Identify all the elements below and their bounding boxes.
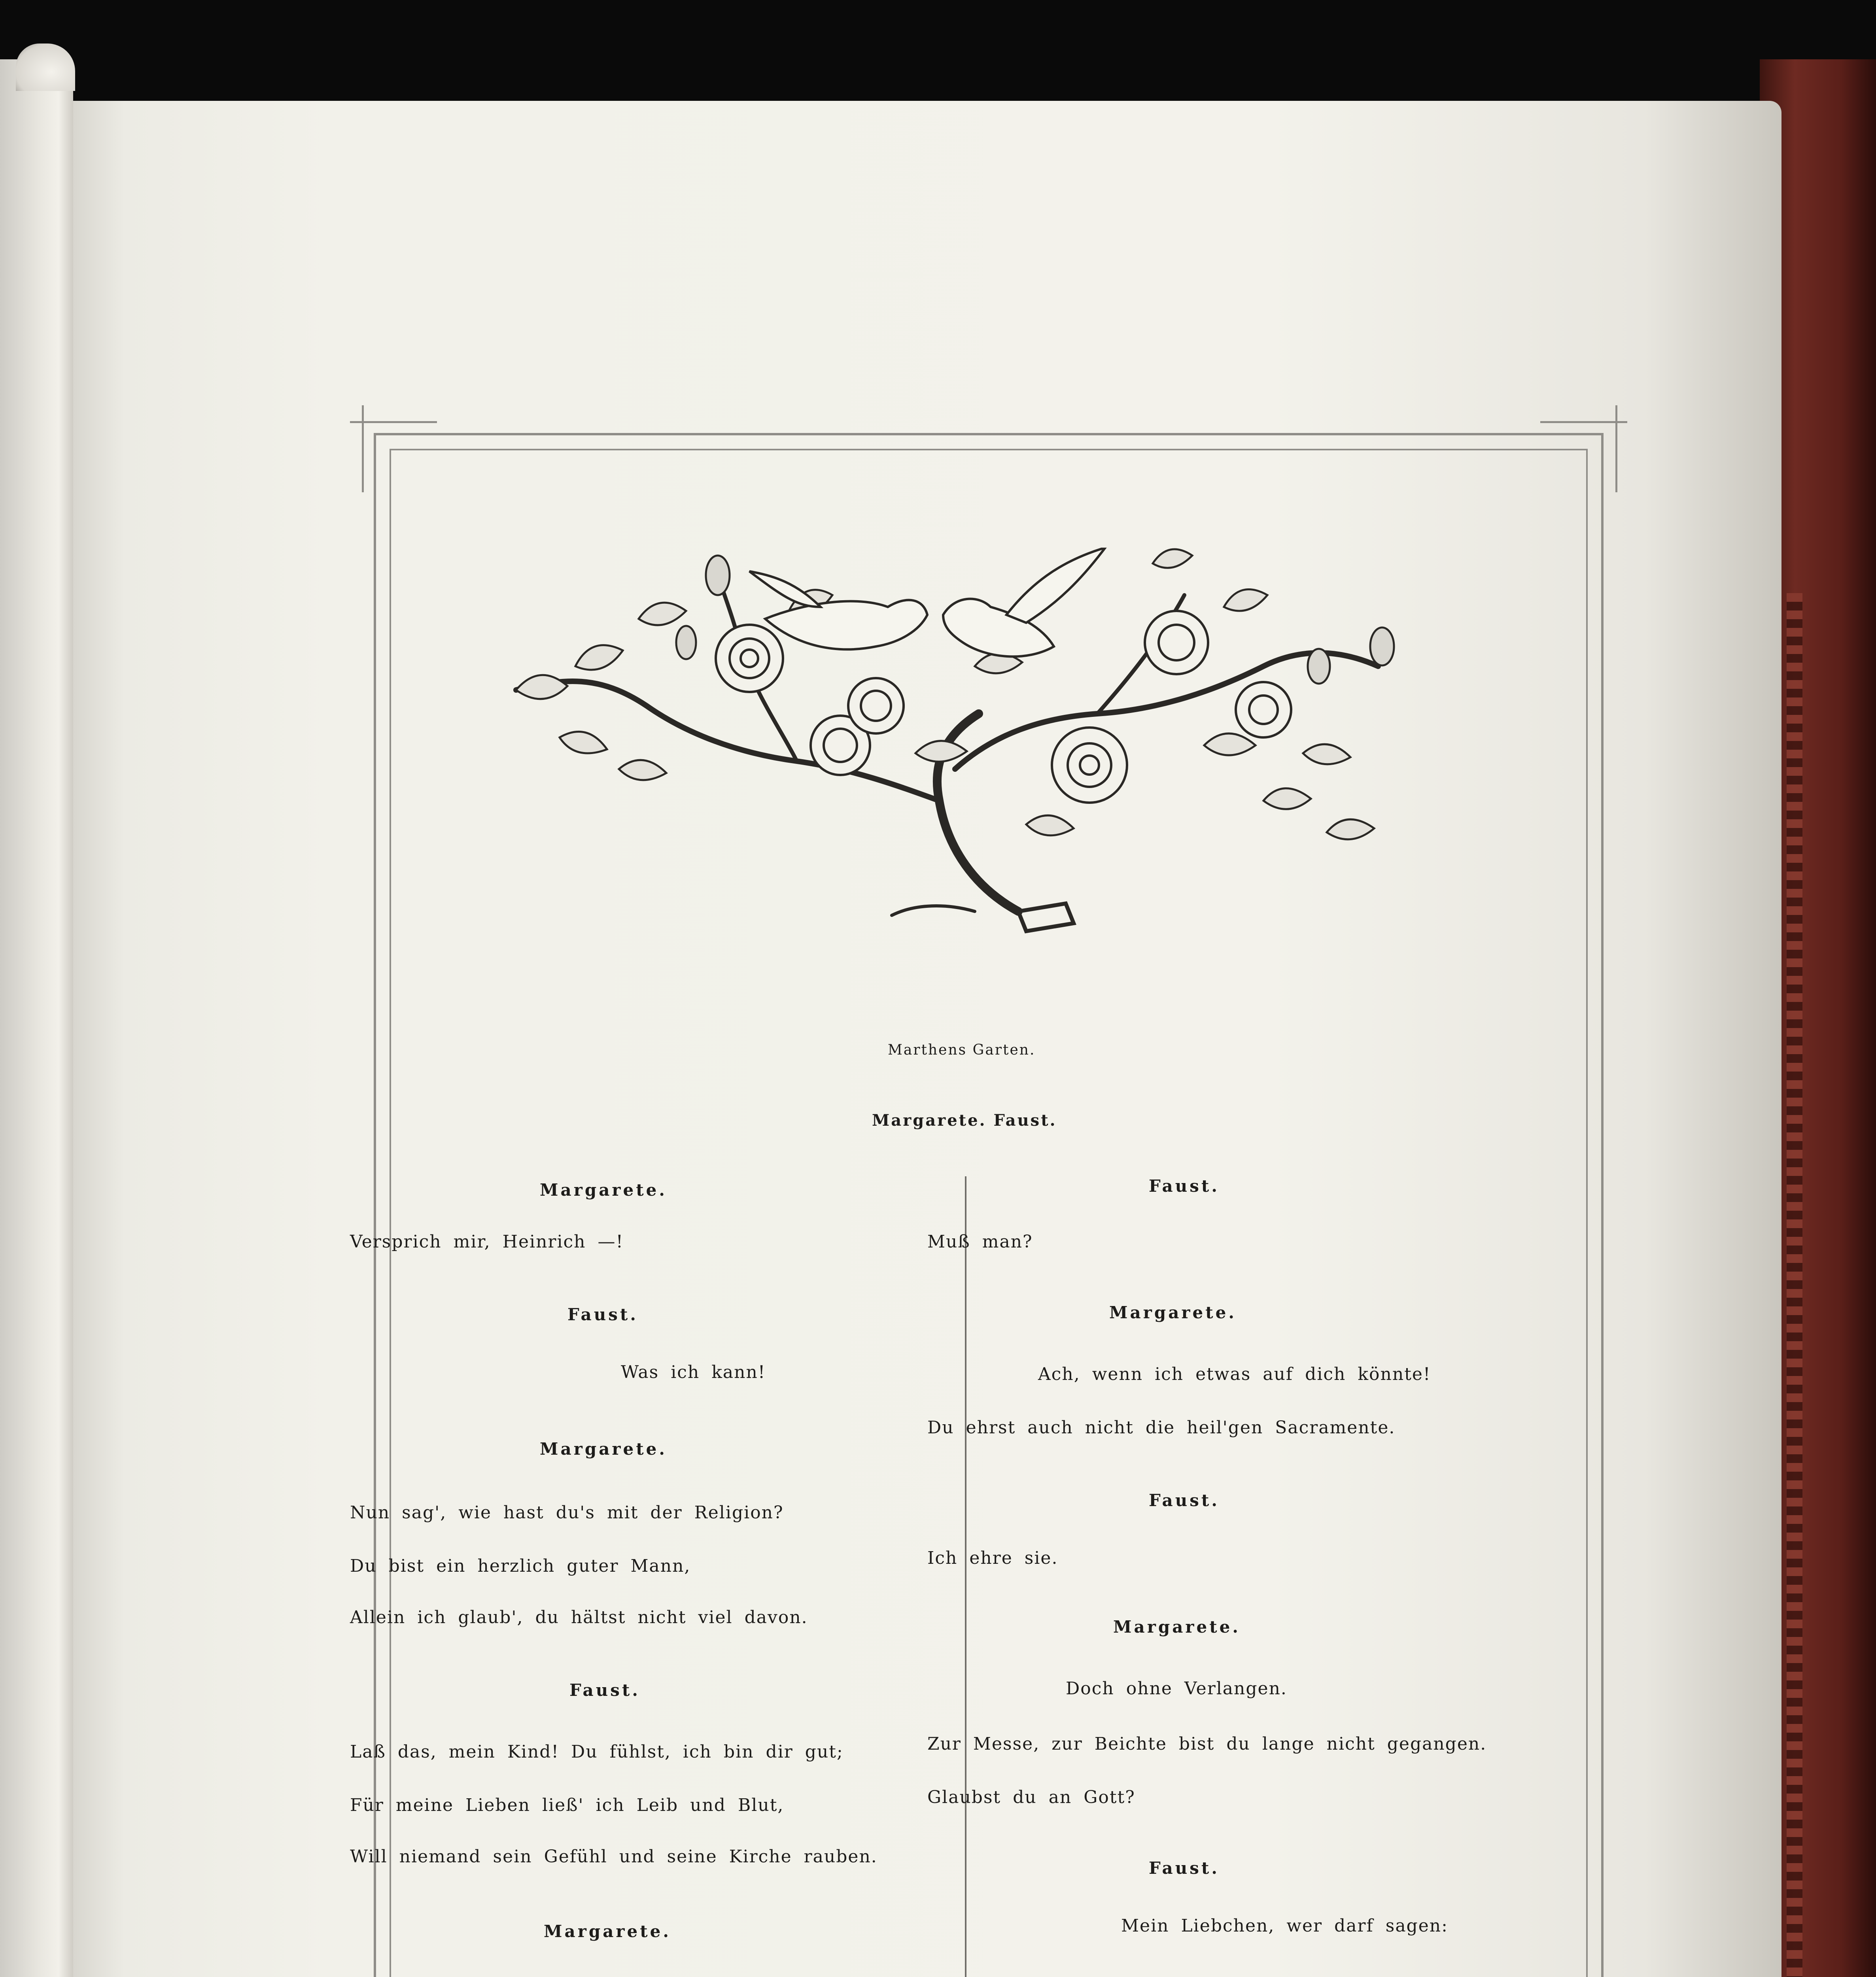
column-divider <box>965 1176 966 1977</box>
verse-line: Was ich kann! <box>621 1362 766 1382</box>
scene-persons: Margarete. Faust. <box>872 1111 1057 1130</box>
verse-line: Ach, wenn ich etwas auf dich könnte! <box>1038 1364 1431 1384</box>
verse-line: Du bist ein herzlich guter Mann, <box>350 1556 691 1576</box>
verse-line: Muß man? <box>927 1232 1033 1252</box>
verse-line: Versprich mir, Heinrich —! <box>350 1232 624 1252</box>
speaker-label: Faust. <box>567 1305 638 1324</box>
book-page <box>73 101 1781 1977</box>
verse-line: Mein Liebchen, wer darf sagen: <box>1121 1916 1448 1936</box>
verse-line: Laß das, mein Kind! Du fühlst, ich bin dir gut; <box>350 1742 843 1762</box>
speaker-label: Margarete. <box>540 1180 668 1200</box>
frame-corner-top-right-h <box>1540 421 1627 423</box>
verse-line: Will niemand sein Gefühl und seine Kirche rauben. <box>350 1847 877 1867</box>
verse-line: Allein ich glaub', du hältst nicht viel davon. <box>350 1607 808 1627</box>
verse-line: Für meine Lieben ließ' ich Leib und Blut, <box>350 1795 784 1815</box>
left-facing-page-edge <box>0 59 73 1977</box>
speaker-label: Margarete. <box>544 1922 671 1941</box>
verse-line: Nun sag', wie hast du's mit der Religion? <box>350 1503 784 1523</box>
speaker-label: Faust. <box>1149 1491 1220 1510</box>
speaker-label: Faust. <box>1149 1858 1220 1878</box>
verse-line: Glaubst du an Gott? <box>927 1787 1135 1807</box>
scene-title: Marthens Garten. <box>888 1042 1036 1058</box>
verse-line: Ich ehre sie. <box>927 1548 1058 1568</box>
verse-line: Doch ohne Verlangen. <box>1066 1678 1287 1699</box>
speaker-label: Margarete. <box>1109 1303 1237 1322</box>
frame-corner-top-right-v <box>1615 405 1617 492</box>
verse-line: Zur Messe, zur Beichte bist du lange nicht gegangen. <box>927 1734 1487 1754</box>
speaker-label: Margarete. <box>540 1439 668 1459</box>
frame-corner-top-left-v <box>362 405 364 492</box>
speaker-label: Faust. <box>1149 1176 1220 1196</box>
speaker-label: Faust. <box>569 1680 640 1700</box>
cover-ornament-border <box>1787 593 1802 1977</box>
speaker-label: Margarete. <box>1113 1617 1241 1637</box>
left-page-corner <box>16 43 75 91</box>
verse-line: Du ehrst auch nicht die heil'gen Sacramente. <box>927 1418 1396 1438</box>
rose-dove-vignette <box>480 548 1402 951</box>
